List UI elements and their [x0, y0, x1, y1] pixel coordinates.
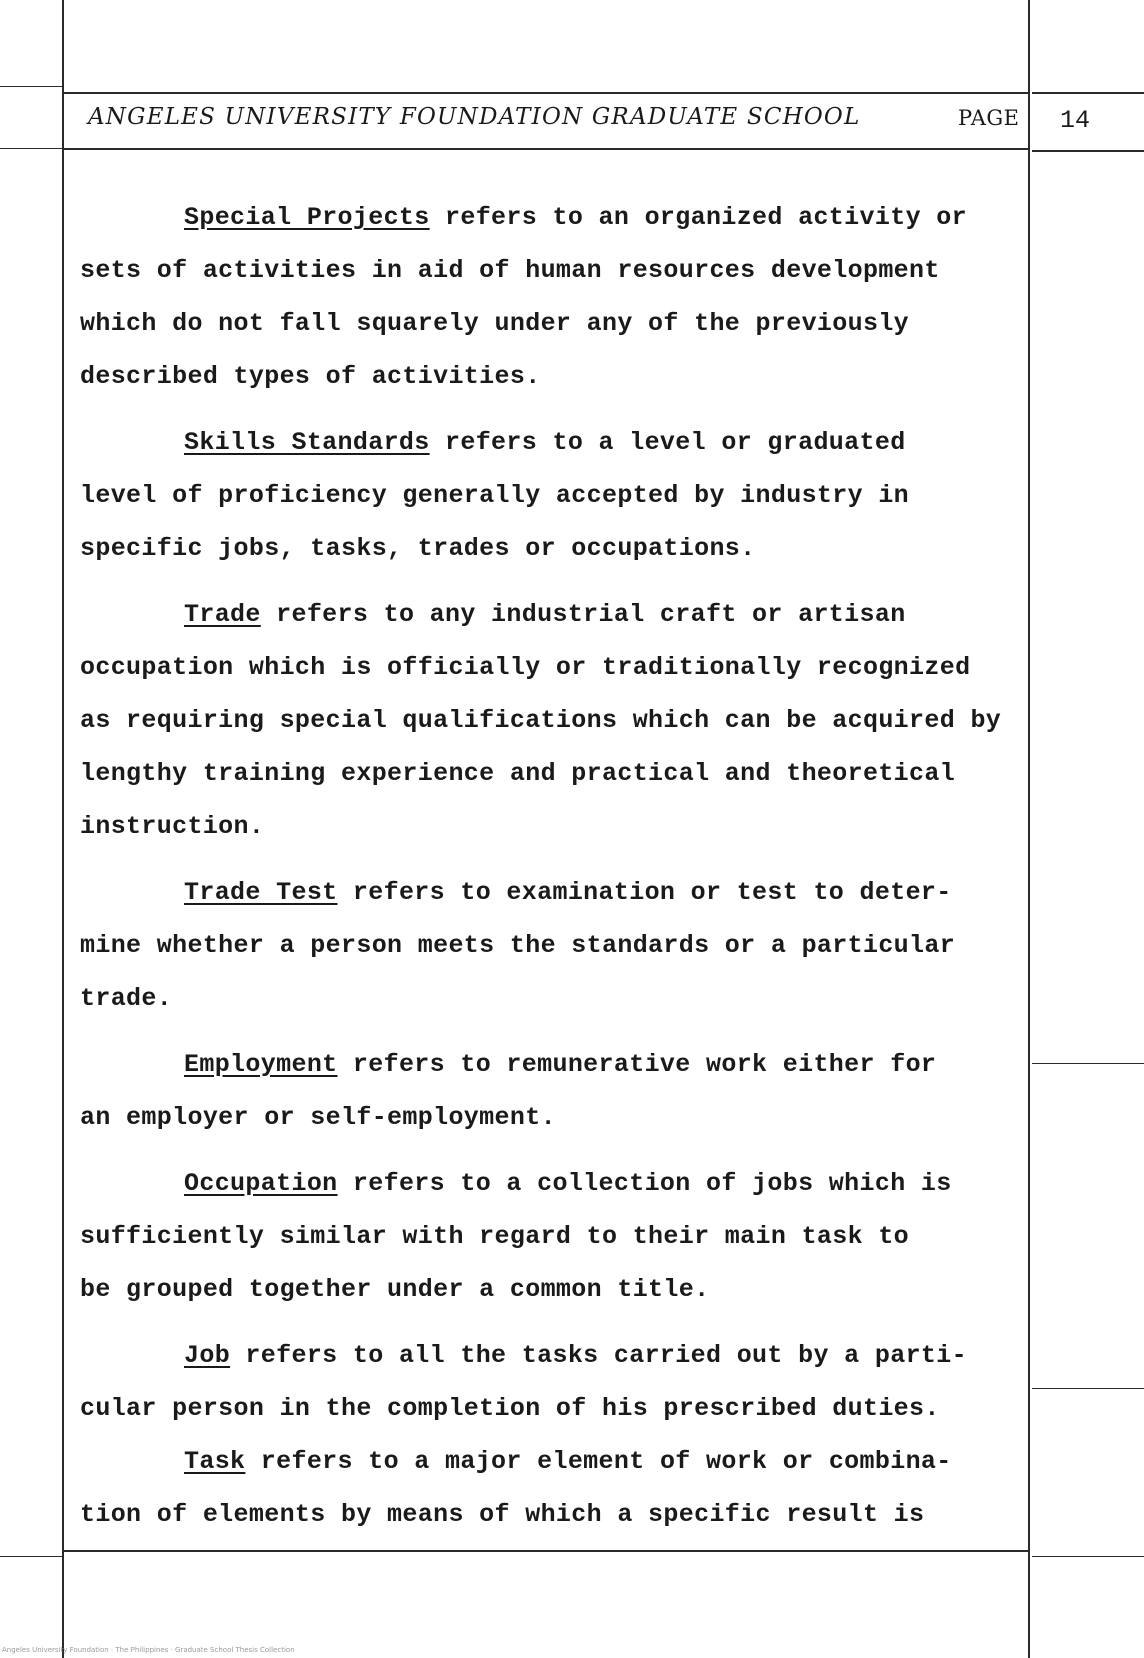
scan-source-footer: Angeles University Foundation · The Philippines · Graduate School Thesis Collection	[2, 1646, 295, 1654]
line: trade.	[80, 984, 173, 1013]
defined-term: Occupation	[184, 1169, 338, 1198]
line: as requiring special qualifications which can be acquired by	[80, 706, 1002, 735]
line: occupation which is officially or traditionally recognized	[80, 653, 971, 682]
line: instruction.	[80, 812, 265, 841]
line: sufficiently similar with regard to their main task to	[80, 1222, 910, 1251]
line: sets of activities in aid of human resources development	[80, 256, 940, 285]
defined-term: Special Projects	[184, 203, 430, 232]
line-text: refers to examination or test to deter-	[337, 878, 952, 907]
defined-term: Skills Standards	[184, 428, 430, 457]
line	[80, 416, 1040, 469]
line: cular person in the completion of his prescribed duties.	[80, 1394, 940, 1423]
line: described types of activities.	[80, 362, 541, 391]
line-text: refers to remunerative work either for	[337, 1050, 937, 1079]
definition-special-projects	[80, 191, 1040, 403]
definition-skills-standards	[80, 416, 1040, 575]
defined-term: Trade Test	[184, 878, 338, 907]
line: specific jobs, tasks, trades or occupations.	[80, 534, 756, 563]
definition-trade	[80, 588, 1040, 853]
line: lengthy training experience and practical and theoretical	[80, 759, 956, 788]
line-text: refers to an organized activity or	[429, 203, 967, 232]
definition-trade-test	[80, 866, 1040, 1025]
defined-term: Task	[184, 1447, 246, 1476]
school-name: ANGELES UNIVERSITY FOUNDATION GRADUATE SCHOOL	[88, 104, 861, 130]
footer-line	[64, 1550, 1028, 1552]
header-bottom-line	[64, 148, 1028, 150]
defined-term: Job	[184, 1341, 231, 1370]
left-margin-line	[62, 0, 64, 1658]
right-tick-mid	[1032, 1063, 1144, 1064]
right-tick-top	[1032, 92, 1144, 94]
line	[80, 1038, 1040, 1091]
right-tick-lower	[1032, 1388, 1144, 1389]
definition-employment	[80, 1038, 1040, 1144]
line-text: refers to all the tasks carried out by a parti-	[230, 1341, 967, 1370]
line: an employer or self-employment.	[80, 1103, 556, 1132]
line: tion of elements by means of which a specific result is	[80, 1500, 925, 1529]
line: level of proficiency generally accepted by industry in	[80, 481, 910, 510]
right-tick-bottom	[1032, 1556, 1144, 1557]
definition-occupation	[80, 1157, 1040, 1316]
line-text: refers to a major element of work or combina-	[245, 1447, 952, 1476]
line: mine whether a person meets the standards or a particular	[80, 931, 956, 960]
line-text: refers to a collection of jobs which is	[337, 1169, 952, 1198]
line	[80, 588, 1040, 641]
right-tick-header	[1032, 150, 1144, 152]
running-header	[88, 104, 1018, 140]
definition-job	[80, 1329, 1040, 1435]
line	[80, 1435, 1040, 1488]
page-number: 14	[1060, 106, 1091, 135]
left-tick-bottom	[0, 1556, 62, 1557]
definition-task	[80, 1435, 1040, 1541]
left-tick-header	[0, 148, 62, 149]
header-top-line	[64, 92, 1028, 94]
line: which do not fall squarely under any of the previously	[80, 309, 910, 338]
line-text: refers to a level or graduated	[429, 428, 906, 457]
defined-term: Trade	[184, 600, 261, 629]
line: be grouped together under a common title.	[80, 1275, 710, 1304]
line	[80, 866, 1040, 919]
line	[80, 1329, 1040, 1382]
line	[80, 191, 1040, 244]
page-label: PAGE	[958, 106, 1020, 130]
left-tick-top	[0, 86, 62, 87]
line	[80, 1157, 1040, 1210]
definitions-body	[80, 191, 1040, 1541]
line-text: refers to any industrial craft or artisan	[260, 600, 906, 629]
defined-term: Employment	[184, 1050, 338, 1079]
